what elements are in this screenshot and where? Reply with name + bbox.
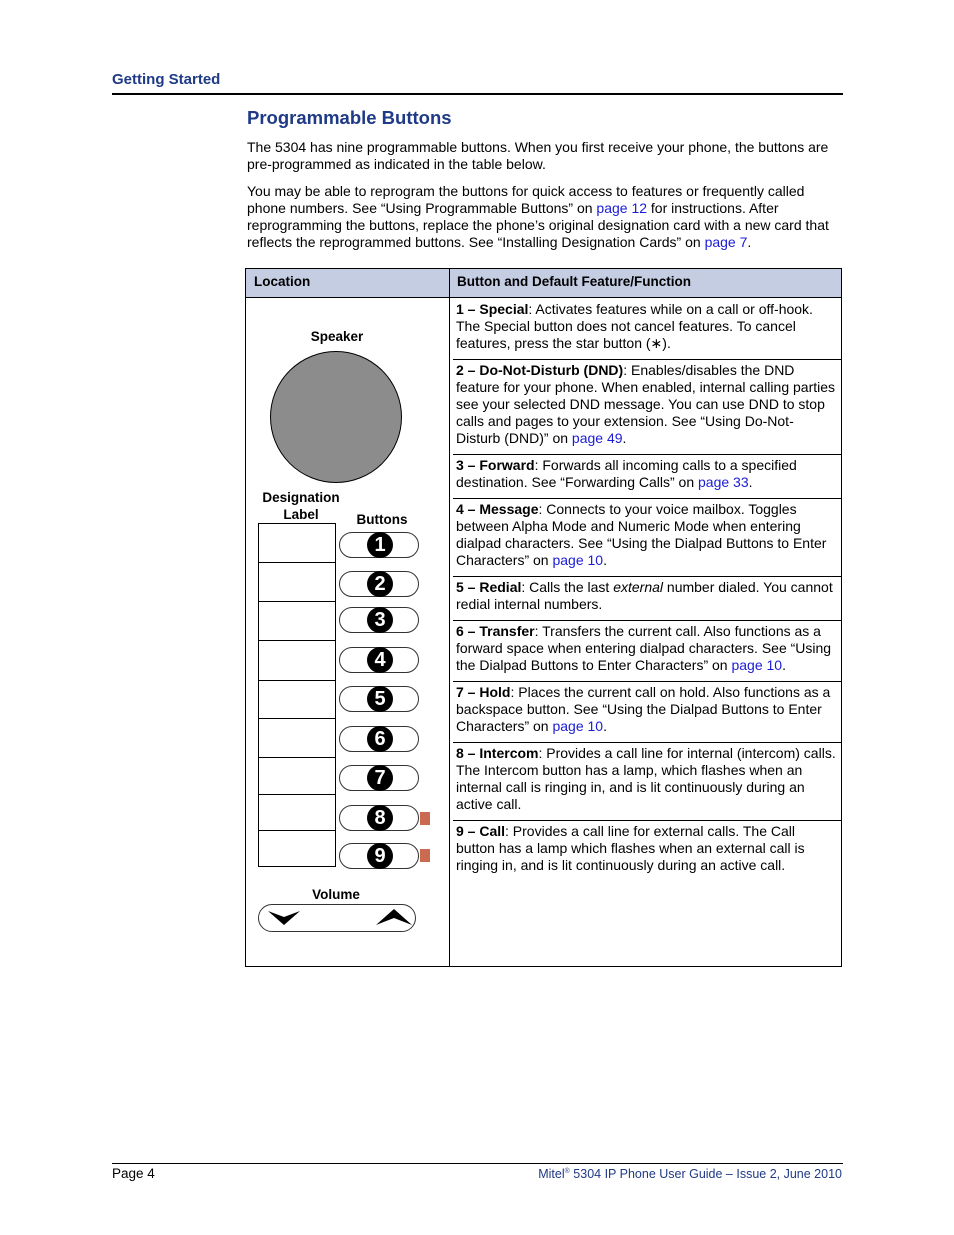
page-49-link[interactable]: page 49 [571, 430, 623, 446]
speaker-label: Speaker [310, 329, 364, 344]
buttons-label: Buttons [356, 512, 408, 527]
feature-name: 8 – Intercom [456, 745, 539, 761]
feature-text: : Provides a call line for external calls. The Call button has a lamp which flashes when an external call is ringing in, and is lit continuously during an active call. [456, 823, 805, 873]
table-row [450, 577, 842, 613]
feature-text: : Places the current call on hold. Also functions as a backspace button. See “Using the Dialpad Buttons to Enter Characters” on [456, 684, 831, 734]
designation-divider [259, 718, 335, 719]
feature-name: 4 – Message [456, 501, 539, 517]
feature-name: 1 – Special [456, 301, 529, 317]
programmable-button-3 [339, 607, 419, 633]
intro-text: You may be able to reprogram the buttons for quick access to features or frequently called phone numbers. See “Using Programmable Buttons” on [247, 183, 805, 216]
feature-text: : Connects to your voice mailbox. Toggles between Alpha Mode and Numeric Mode when entering dialpad characters. See “Using the Dialpad Buttons to Enter Characters” on [456, 501, 827, 568]
feature-text: : Transfers the current call. Also functions as a forward space when entering dialpad characters. See “Using the Dialpad Buttons to Enter Characters” on [456, 623, 832, 673]
button-number: 2 [367, 571, 393, 597]
table-row [450, 821, 842, 874]
feature-text: . [782, 657, 786, 673]
designation-divider [259, 794, 335, 795]
programmable-button-5 [339, 686, 419, 712]
feature-name: 5 – Redial [456, 579, 522, 595]
feature-text: ). [662, 335, 671, 351]
page-33-link[interactable]: page 33 [698, 474, 749, 490]
intercom-lamp-icon [420, 812, 430, 825]
designation-line-2: Label [283, 507, 319, 522]
brand-name: Mitel [538, 1167, 565, 1181]
table-row [450, 621, 842, 674]
feature-text: . [622, 430, 627, 446]
table-header [246, 269, 841, 298]
programmable-button-4 [339, 647, 419, 673]
feature-text: : Enables/disables the DND feature for your phone. When enabled, internal calling parties see your selected DND message. You can use DND to stop calls and pages to your extension. See “Using Do-Not-Disturb (DND)” on [456, 362, 836, 446]
feature-text: : Provides a call line for internal (intercom) calls. The Intercom button has a lamp, which flashes when an internal call is ringing in, and is lit continuously during an active call. [456, 745, 836, 812]
feature-text: . [603, 718, 607, 734]
designation-divider [259, 562, 335, 563]
footer-rule [112, 1163, 843, 1164]
page-title: Programmable Buttons [247, 107, 452, 128]
column-header-function: Button and Default Feature/Function [457, 274, 691, 289]
feature-emphasis: external [613, 579, 664, 595]
feature-text: . [603, 552, 607, 568]
button-number: 4 [367, 647, 393, 673]
button-number: 6 [367, 726, 393, 752]
programmable-button-7 [339, 765, 419, 791]
document-name: 5304 IP Phone User Guide – Issue 2, June 2010 [569, 1167, 842, 1181]
intro-paragraph-2 [247, 183, 837, 251]
programmable-button-6 [339, 726, 419, 752]
feature-text: . [748, 474, 753, 490]
programmable-button-2 [339, 571, 419, 597]
feature-text: number dialed. You cannot redial internal numbers. [456, 579, 833, 612]
designation-divider [259, 757, 335, 758]
table-row [450, 360, 842, 447]
designation-label-heading [250, 489, 352, 523]
programmable-button-8 [339, 805, 419, 831]
button-number: 9 [367, 843, 393, 869]
page-12-link[interactable]: page 12 [596, 200, 648, 216]
volume-rocker [258, 904, 416, 932]
feature-name: 3 – Forward [456, 457, 535, 473]
registered-mark: ® [564, 1167, 570, 1175]
page-10-link[interactable]: page 10 [731, 657, 783, 673]
column-header-location: Location [254, 274, 311, 289]
feature-name: 9 – Call [456, 823, 506, 839]
feature-text: : Activates features while on a call or off-hook. The Special button does not cancel features. To cancel features, press the star button ( [456, 301, 813, 351]
feature-text: : Calls the last [521, 579, 614, 595]
section-header: Getting Started [112, 71, 221, 88]
page-number: Page 4 [112, 1166, 155, 1181]
button-number: 8 [367, 805, 393, 831]
speaker-graphic [270, 351, 402, 483]
feature-name: 6 – Transfer [456, 623, 535, 639]
table-row [450, 682, 842, 735]
programmable-button-9 [339, 843, 419, 869]
page-10-link[interactable]: page 10 [552, 552, 604, 568]
table-row [450, 743, 842, 813]
designation-card [258, 523, 336, 867]
designation-divider [259, 640, 335, 641]
button-number: 1 [367, 532, 393, 558]
feature-name: 7 – Hold [456, 684, 511, 700]
intro-paragraph-1: The 5304 has nine programmable buttons. When you first receive your phone, the buttons are pre-programmed as indicated in the table below. [247, 139, 829, 172]
designation-line-1: Designation [262, 490, 340, 505]
designation-divider [259, 680, 335, 681]
intro-text: . [747, 234, 752, 250]
volume-label: Volume [312, 887, 360, 902]
feature-name: 2 – Do-Not-Disturb (DND) [456, 362, 624, 378]
designation-divider [259, 601, 335, 602]
header-rule [112, 93, 843, 95]
feature-text: : Forwards all incoming calls to a specified destination. See “Forwarding Calls” on [456, 457, 797, 490]
table-row [450, 499, 842, 569]
table-row [450, 455, 842, 491]
button-number: 7 [367, 765, 393, 791]
volume-up-icon [375, 907, 413, 927]
designation-divider [259, 830, 335, 831]
button-number: 5 [367, 686, 393, 712]
star-symbol: ∗ [650, 335, 663, 351]
volume-down-icon [267, 909, 301, 927]
programmable-button-1 [339, 532, 419, 558]
page-10-link[interactable]: page 10 [552, 718, 604, 734]
intro-text: for instructions. After reprogramming the buttons, replace the phone’s original designation card with a new card that reflects the reprogrammed buttons. See “Installing Designation Cards” on [247, 200, 829, 250]
document-title [538, 1167, 842, 1181]
table-row [450, 299, 842, 352]
page-7-link[interactable]: page 7 [704, 234, 748, 250]
call-lamp-icon [420, 849, 430, 862]
button-number: 3 [367, 607, 393, 633]
